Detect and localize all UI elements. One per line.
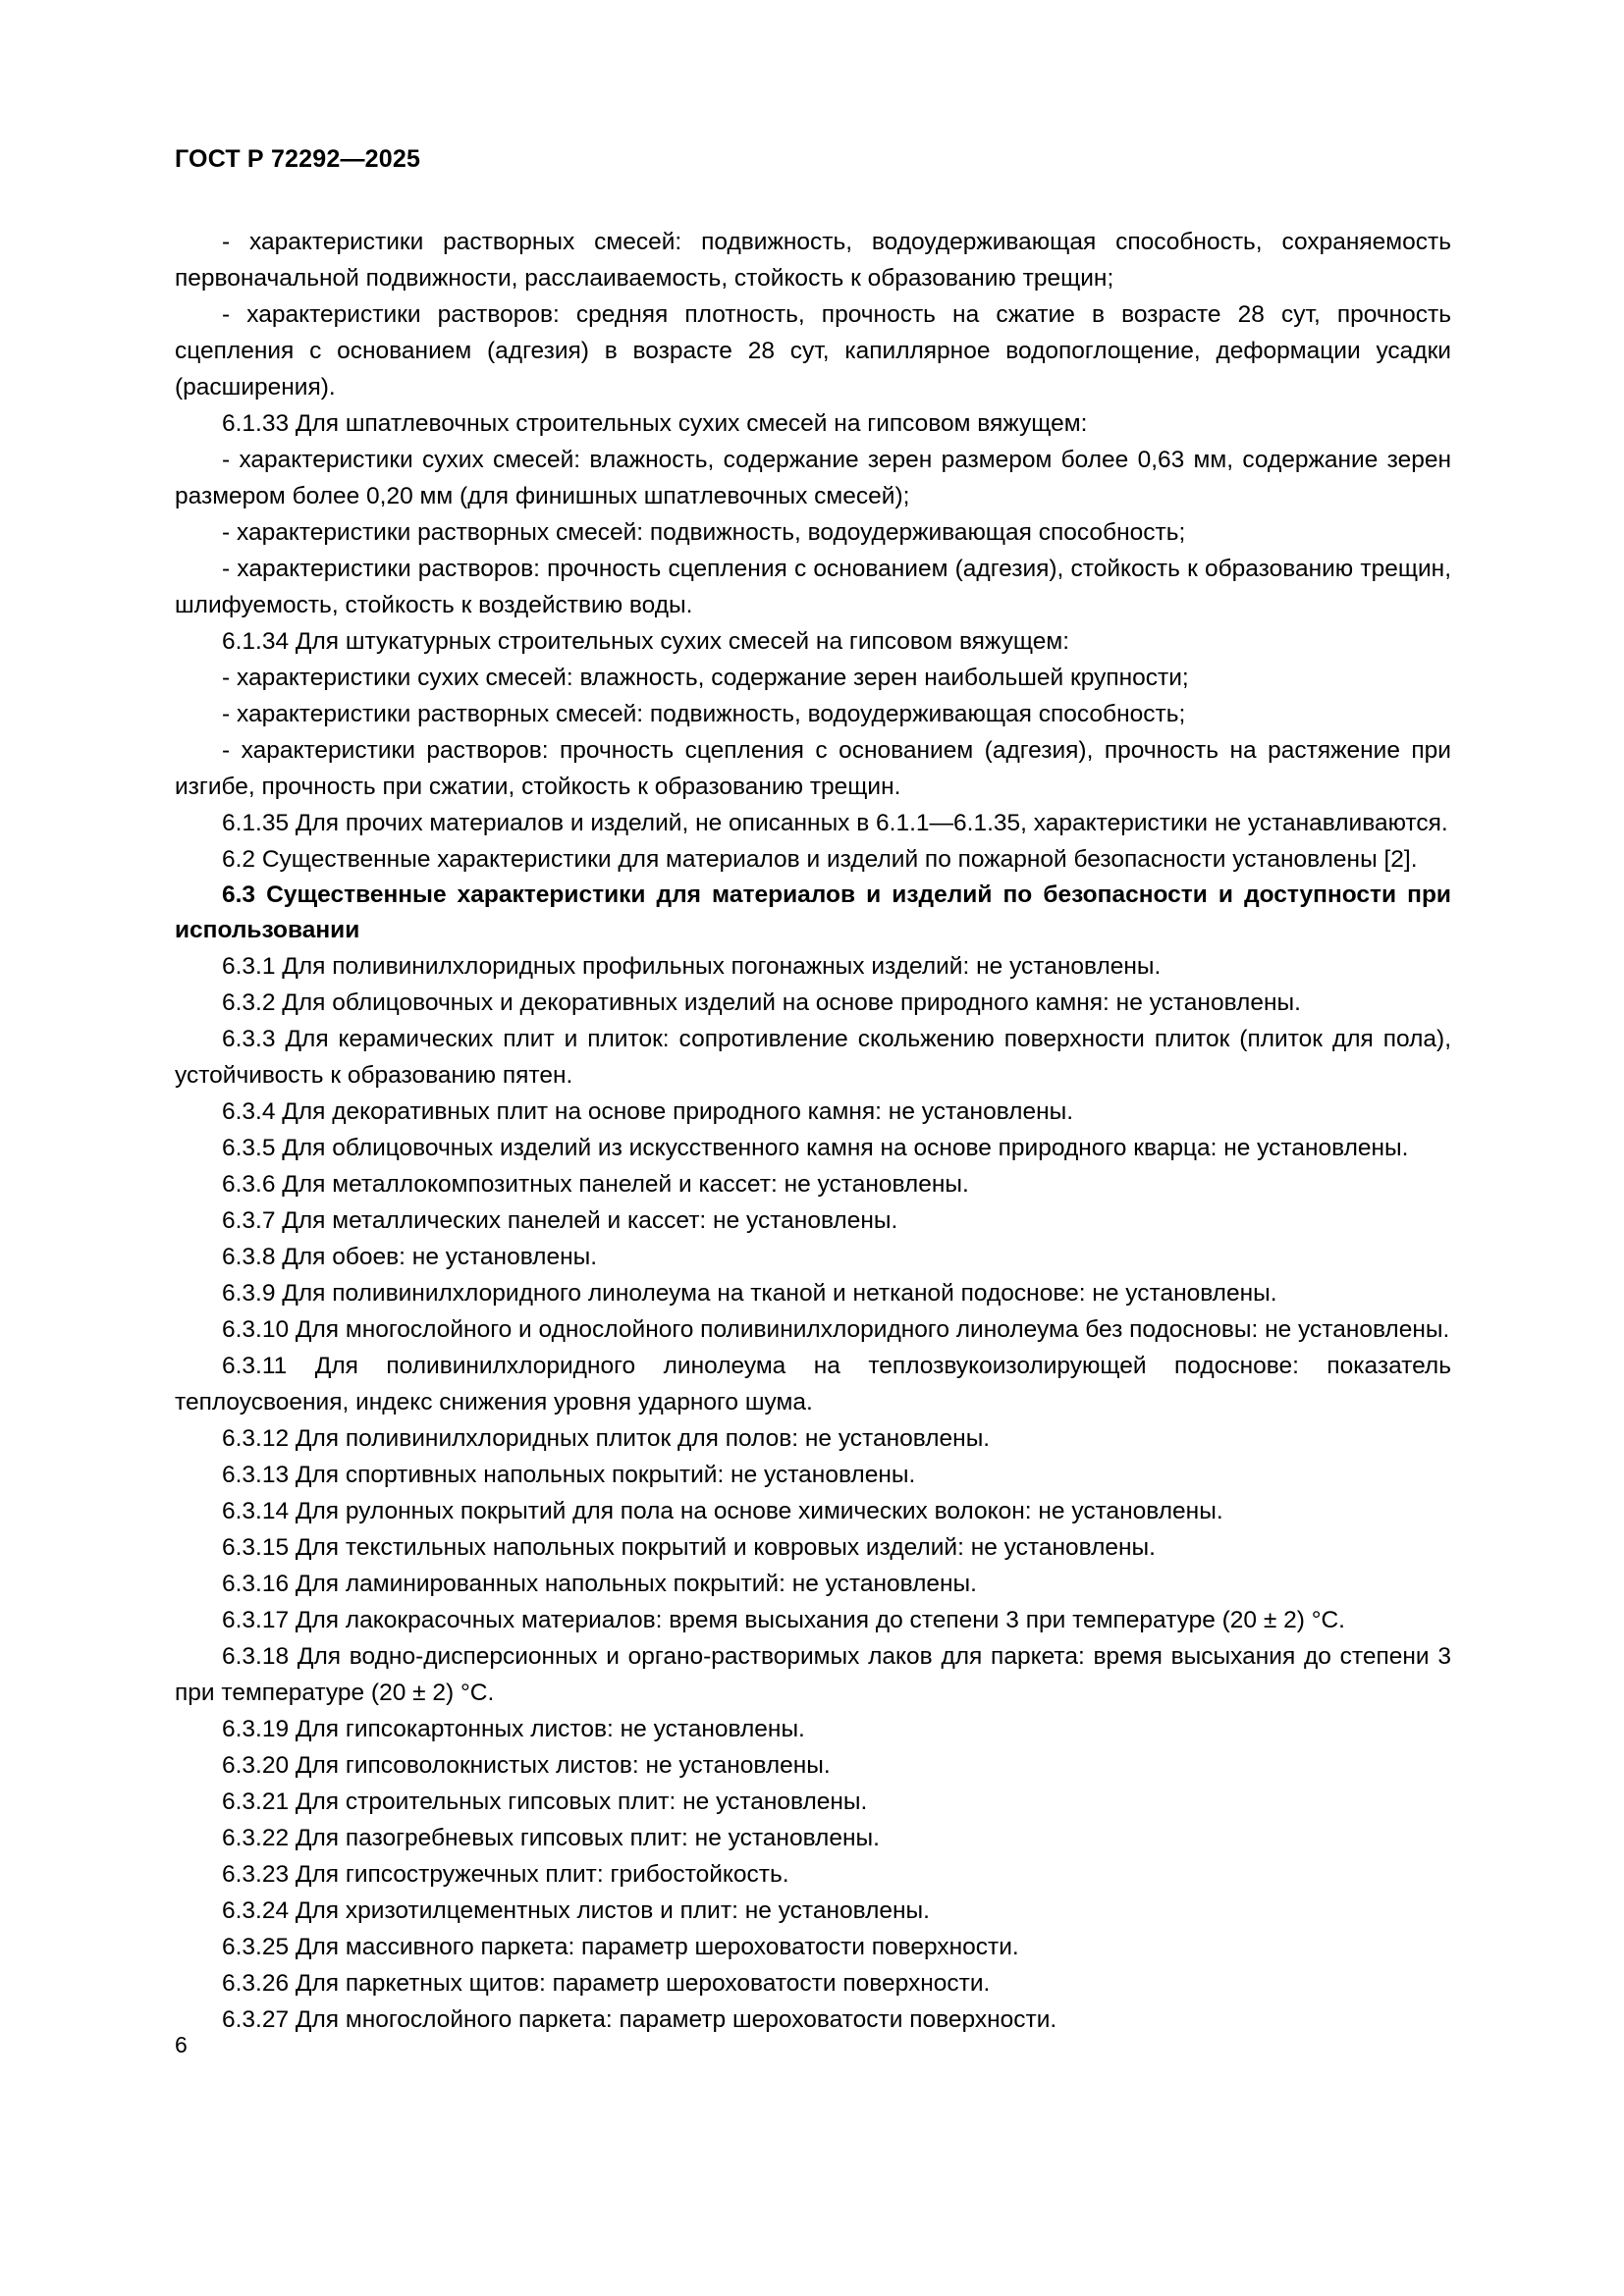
body-paragraph: 6.3.22 Для пазогребневых гипсовых плит: не установлены. bbox=[222, 1825, 880, 1851]
body-paragraph: 6.3.25 Для массивного паркета: параметр шероховатости поверхности. bbox=[222, 1934, 1019, 1960]
section-heading: 6.3 Существенные характеристики для материалов и изделий по безопасности и доступности при использовании bbox=[175, 881, 1451, 943]
body-paragraph: 6.3.15 Для текстильных напольных покрытий и ковровых изделий: не установлены. bbox=[222, 1534, 1156, 1561]
body-paragraph: 6.3.19 Для гипсокартонных листов: не установлены. bbox=[222, 1716, 805, 1742]
body-paragraph: 6.1.35 Для прочих материалов и изделий, не описанных в 6.1.1—6.1.35, характеристики не устанавливаются. bbox=[222, 810, 1448, 836]
body-paragraph: 6.3.8 Для обоев: не установлены. bbox=[222, 1244, 598, 1270]
body-paragraph: 6.3.13 Для спортивных напольных покрытий: не установлены. bbox=[222, 1462, 916, 1488]
body-paragraph: 6.3.21 Для строительных гипсовых плит: не установлены. bbox=[222, 1789, 868, 1815]
body-paragraph: 6.3.14 Для рулонных покрытий для пола на основе химических волокон: не установлены. bbox=[222, 1498, 1223, 1524]
body-paragraph: 6.1.34 Для штукатурных строительных сухих смесей на гипсовом вяжущем: bbox=[222, 628, 1070, 655]
body-paragraph: 6.1.33 Для шпатлевочных строительных сухих смесей на гипсовом вяжущем: bbox=[222, 410, 1088, 437]
body-paragraph: 6.3.10 Для многослойного и однослойного поливинилхлоридного линолеума без подосновы: не установлены. bbox=[222, 1316, 1450, 1343]
body-paragraph: 6.3.17 Для лакокрасочных материалов: время высыхания до степени 3 при температуре (20 ± 2) °С. bbox=[222, 1607, 1345, 1633]
body-paragraph: 6.3.4 Для декоративных плит на основе природного камня: не установлены. bbox=[222, 1098, 1074, 1125]
body-paragraph: 6.3.6 Для металлокомпозитных панелей и кассет: не установлены. bbox=[222, 1171, 969, 1198]
body-paragraph: - характеристики растворных смесей: подвижность, водоудерживающая способность; bbox=[222, 701, 1186, 727]
body-paragraph: - характеристики растворов: прочность сцепления с основанием (адгезия), стойкость к образованию трещин, шлифуемость, стойкость к воздействию воды. bbox=[175, 556, 1451, 618]
body-paragraph: - характеристики растворов: средняя плотность, прочность на сжатие в возрасте 28 сут, прочность сцепления с основанием (адгезия) в возрасте 28 сут, капиллярное водопоглощение, деформации усадки (расширения). bbox=[175, 301, 1451, 400]
document-body bbox=[175, 224, 1451, 2038]
body-paragraph: - характеристики растворов: прочность сцепления с основанием (адгезия), прочность на растяжение при изгибе, прочность при сжатии, стойкость к образованию трещин. bbox=[175, 737, 1451, 800]
body-paragraph: 6.3.12 Для поливинилхлоридных плиток для полов: не установлены. bbox=[222, 1425, 991, 1452]
body-paragraph: 6.2 Существенные характеристики для материалов и изделий по пожарной безопасности установлены [2]. bbox=[222, 846, 1418, 873]
body-paragraph: 6.3.3 Для керамических плит и плиток: сопротивление скольжению поверхности плиток (плиток для пола), устойчивость к образованию пятен. bbox=[175, 1026, 1451, 1089]
body-paragraph: - характеристики сухих смесей: влажность, содержание зерен наибольшей крупности; bbox=[222, 665, 1189, 691]
body-paragraph: 6.3.23 Для гипсостружечных плит: грибостойкость. bbox=[222, 1861, 789, 1888]
body-paragraph: - характеристики сухих смесей: влажность, содержание зерен размером более 0,63 мм, содержание зерен размером более 0,20 мм (для финишных шпатлевочных смесей); bbox=[175, 447, 1451, 509]
body-paragraph: 6.3.2 Для облицовочных и декоративных изделий на основе природного камня: не установлены. bbox=[222, 989, 1301, 1016]
body-paragraph: 6.3.26 Для паркетных щитов: параметр шероховатости поверхности. bbox=[222, 1970, 991, 1997]
body-paragraph: 6.3.5 Для облицовочных изделий из искусственного камня на основе природного кварца: не установлены. bbox=[222, 1135, 1409, 1161]
body-paragraph: 6.3.7 Для металлических панелей и кассет: не установлены. bbox=[222, 1207, 898, 1234]
body-paragraph: 6.3.11 Для поливинилхлоридного линолеума на теплозвукоизолирующей подоснове: показатель теплоусвоения, индекс снижения уровня ударного шума. bbox=[175, 1353, 1451, 1415]
body-paragraph: 6.3.20 Для гипсоволокнистых листов: не установлены. bbox=[222, 1752, 831, 1779]
page-number: 6 bbox=[175, 2032, 188, 2057]
body-paragraph: 6.3.24 Для хризотилцементных листов и плит: не установлены. bbox=[222, 1897, 930, 1924]
body-paragraph: - характеристики растворных смесей: подвижность, водоудерживающая способность; bbox=[222, 519, 1186, 546]
page-header: ГОСТ Р 72292—2025 bbox=[175, 145, 421, 173]
body-paragraph: 6.3.9 Для поливинилхлоридного линолеума на тканой и нетканой подоснове: не установлены. bbox=[222, 1280, 1277, 1307]
body-paragraph: 6.3.16 Для ламинированных напольных покрытий: не установлены. bbox=[222, 1571, 977, 1597]
body-paragraph: - характеристики растворных смесей: подвижность, водоудерживающая способность, сохраняемость первоначальной подвижности, расслаиваемость, стойкость к образованию трещин; bbox=[175, 229, 1451, 292]
body-paragraph: 6.3.18 Для водно-дисперсионных и органо-растворимых лаков для паркета: время высыхания до степени 3 при температуре (20 ± 2) °С. bbox=[175, 1643, 1451, 1706]
body-paragraph: 6.3.27 Для многослойного паркета: параметр шероховатости поверхности. bbox=[222, 2006, 1057, 2033]
body-paragraph: 6.3.1 Для поливинилхлоридных профильных погонажных изделий: не установлены. bbox=[222, 953, 1162, 980]
